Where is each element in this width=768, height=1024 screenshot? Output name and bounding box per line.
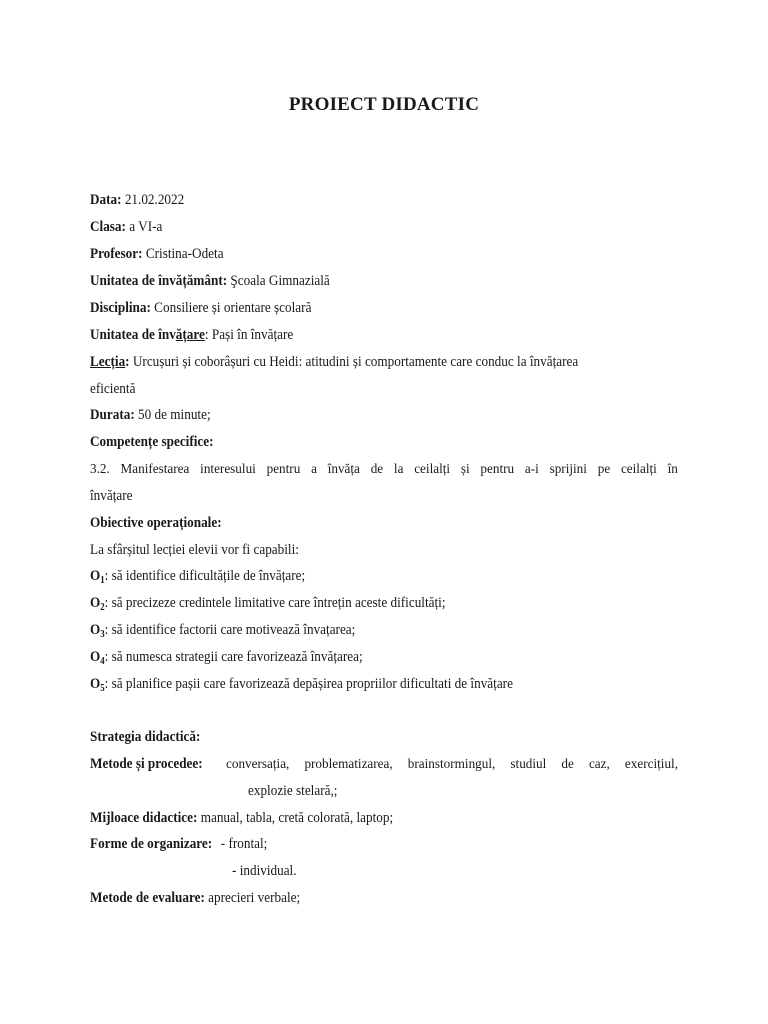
field-lectia xyxy=(90,353,678,371)
label-part: are xyxy=(186,327,205,343)
competente-word: ceilalți xyxy=(414,461,451,476)
competente-word: pentru xyxy=(266,461,301,476)
competente-item xyxy=(90,460,678,478)
field-disciplina xyxy=(90,299,607,317)
forme-item: - frontal; xyxy=(220,836,268,852)
field-label: Mijloace didactice: xyxy=(90,810,198,826)
field-mijloace xyxy=(90,809,607,827)
objective-code: O xyxy=(90,622,101,638)
competente-word: ceilalți xyxy=(620,461,657,476)
field-value: Consiliere și orientare școlară xyxy=(154,300,312,316)
objective-sub: 4 xyxy=(100,656,105,667)
objective-text: : să identifice dificultățile de învățare; xyxy=(104,568,306,584)
competente-item-line1 xyxy=(90,460,678,478)
objective-sub: 3 xyxy=(100,629,105,640)
field-unitatea-invatare xyxy=(90,326,607,344)
competente-word: învăța xyxy=(327,461,360,476)
field-label: Clasa: xyxy=(90,219,126,235)
objective-item xyxy=(90,621,607,639)
field-data xyxy=(90,191,607,209)
field-durata xyxy=(90,406,607,424)
objective-sub: 2 xyxy=(100,602,105,613)
competente-word: pe xyxy=(597,461,611,476)
field-label xyxy=(90,327,205,343)
objective-sub: 1 xyxy=(100,575,105,586)
objective-code: O xyxy=(90,649,101,665)
colon: : xyxy=(125,354,130,370)
field-value: a VI-a xyxy=(129,219,163,235)
objective-item xyxy=(90,567,607,585)
metode-label: Metode și procedee: xyxy=(90,756,203,772)
forme-item: - individual. xyxy=(232,863,297,879)
field-profesor xyxy=(90,245,607,263)
competente-word: sprijini xyxy=(549,461,587,476)
field-label: Durata: xyxy=(90,407,135,423)
metode-line1 xyxy=(90,755,678,773)
field-evaluare xyxy=(90,889,607,907)
competente-word: a xyxy=(311,461,317,476)
field-value: Pași în învățare xyxy=(211,327,294,343)
competente-word: Manifestarea xyxy=(120,461,190,476)
competente-word: și xyxy=(460,461,470,476)
competente-word: pentru xyxy=(480,461,515,476)
colon: : xyxy=(204,327,209,343)
objective-code: O xyxy=(90,595,101,611)
field-value: Cristina-Odeta xyxy=(145,246,224,262)
field-label: Disciplina: xyxy=(90,300,151,316)
field-value: Şcoala Gimnazială xyxy=(230,273,330,289)
field-value: aprecieri verbale; xyxy=(208,890,301,906)
field-value: 50 de minute; xyxy=(138,407,211,423)
competente-word: interesului xyxy=(200,461,256,476)
field-unitatea-invatamant xyxy=(90,272,607,290)
field-value: Urcușuri și coborâșuri cu Heidi: atitudini și comportamente care conduc la învățarea xyxy=(132,354,579,370)
field-label: Lecția xyxy=(90,354,126,370)
metode-line2: explozie stelară,; xyxy=(248,783,338,799)
objective-code: O xyxy=(90,676,101,692)
metode-word: brainstormingul, xyxy=(407,756,496,771)
page-title: PROIECT DIDACTIC xyxy=(288,94,480,115)
competente-word: de xyxy=(370,461,384,476)
metode-word: exercițiul, xyxy=(624,756,678,771)
metode-word: caz, xyxy=(588,756,610,771)
strategia-heading: Strategia didactică: xyxy=(90,729,201,745)
objective-text: : să identifice factorii care motivează învațarea; xyxy=(104,622,356,638)
metode-values xyxy=(226,755,678,773)
competente-word: a-i xyxy=(524,461,539,476)
metode-word: problematizarea, xyxy=(304,756,393,771)
competente-item-line2: învățare xyxy=(90,488,133,504)
objective-text: : să precizeze credintele limitative care întrețin aceste dificultăți; xyxy=(104,595,446,611)
field-lectia-line2: eficientă xyxy=(90,381,136,397)
field-value: manual, tabla, cretă colorată, laptop; xyxy=(200,810,394,826)
obiective-intro: La sfârșitul lecției elevii vor fi capabili: xyxy=(90,542,299,558)
field-label: Forme de organizare: xyxy=(90,836,213,852)
field-label: Unitatea de învățământ: xyxy=(90,273,228,289)
label-part: ăț xyxy=(175,327,187,343)
field-label: Metode de evaluare: xyxy=(90,890,205,906)
label-part: Unitatea de înv xyxy=(90,327,176,343)
metode-word: studiul xyxy=(510,756,547,771)
objective-item xyxy=(90,648,607,666)
obiective-heading: Obiective operaționale: xyxy=(90,515,222,531)
objective-sub: 5 xyxy=(100,683,105,694)
field-forme xyxy=(90,835,607,853)
objective-item xyxy=(90,675,607,693)
objective-text: : să planifice pașii care favorizează depășirea propriilor dificultati de învățare xyxy=(104,676,513,692)
objective-code: O xyxy=(90,568,101,584)
field-clasa xyxy=(90,218,607,236)
metode-word: conversația, xyxy=(226,756,290,771)
objective-text: : să numesca strategii care favorizează învățarea; xyxy=(104,649,363,665)
competente-heading: Competențe specifice: xyxy=(90,434,214,450)
field-label: Profesor: xyxy=(90,246,143,262)
competente-word: 3.2. xyxy=(90,461,110,476)
metode-word: de xyxy=(561,756,574,771)
field-label: Data: xyxy=(90,192,122,208)
objective-item xyxy=(90,594,607,612)
field-value: 21.02.2022 xyxy=(124,192,185,208)
competente-word: la xyxy=(393,461,404,476)
competente-word: în xyxy=(667,461,678,476)
